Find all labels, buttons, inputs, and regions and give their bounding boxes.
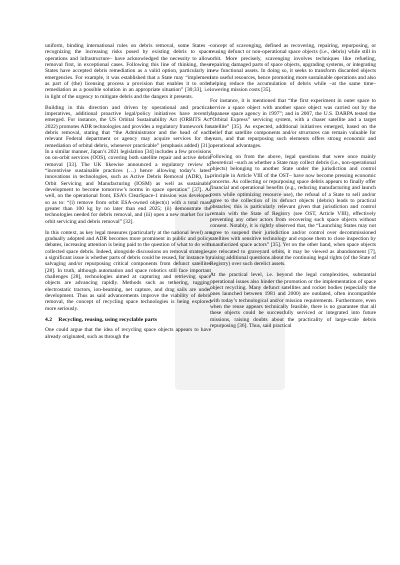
left-paragraph-3: In this context, as key legal measures (particularly at the national level) are gradually adopted and ADR becomes more prominent in public and policy debates, increasing attention is being paid to the question of what to do with collected space debris. Indeed, alongside discussions on removal strategies, a significant issue is whether parts of debris could be reused, for instance by salvaging and/or repurposing critical components from defunct satellites [28]. In truth, although automation and space robotics still face important challenges [28], technologies aimed at capturing and retrieving space objects are advancing rapidly. Methods such as tethering, tugging, electrostatic tractors, ion-beaming, net capture, and drag sails are under development. Thus as said advancements improve the viability of debris removal, the concept of recycling space technologies is being explored more seriously.	[45, 229, 211, 312]
section-number: 4.2	[45, 317, 52, 324]
right-column	[210, 43, 376, 334]
left-paragraph-4: One could argue that the idea of recycling space objects appears to have already originated, such as through the	[45, 327, 211, 340]
right-paragraph-3: Following on from the above, legal questions that were once mainly theoretical –such as whether a State may collect debris (i.e., non-operational objects) belonging to another State under the jurisdiction and control principle in Article VIII of the OST– have now become pressing economic concerns. As collecting or repurposing space debris appears to finally offer financial and operational benefits (e.g., reducing manufacturing and launch costs while optimizing resource use), the refusal of a State to sell and/or agree to the collection of its defunct objects (debris) leads to practical obstacles; this is particularly relevant given that jurisdiction and control remain with the State of Registry (see OST, Article VIII), effectively preventing any other actors from recovering such space objects without consent. Notably, it is rightly observed that, the “Launching States may not agree to suspend their jurisdiction and/or control over decommissioned satellites with sensitive technology and expose them to close inspection by unauthorized space actors” [35]. Yet on the other hand, when space objects are relocated to graveyard orbits, it may be viewed as abandonment [7], raising additional questions about the continuing legal rights (of the State of Registry) over such derelict assets.	[210, 153, 376, 268]
section-title: Recycling, reusing, using recyclable parts	[58, 317, 158, 324]
right-paragraph-1: concept of scavenging, defined as recovering, repairing, repurposing, or reusing defunct or non-operational space objects (i.e., debris) while still in orbit. More precisely, scavenging involves techniques like refueling, repairing damaged parts of space objects, upgrading systems, or integrating new functional assets. In doing so, it seeks to transform discarded objects into useful resources, hence promoting more sustainable operations and also helping reduce the accumulation of debris while –at the same time– lowering mission costs [35].	[210, 43, 376, 94]
right-paragraph-2: For instance, it is mentioned that “the first experiment in outer space to service a space object with another space object was carried out by the Japanese space agency in 1997”; and in 2007, the U.S. DARPA tested the “Orbital Express” servicing system, with a chaser satellite and a target satellite” [35]. As expected, additional initiatives emerged, based on the belief that satellite components and/or structures can remain valuable for years, and that repurposing such elements offers strong economic and operational advantages.	[210, 98, 376, 149]
left-column	[45, 43, 211, 345]
right-paragraph-4: At the practical level, i.e. beyond the legal complexities, substantial operational issues also hinder the promotion or the implementation of space object recycling. Many defunct satellites and rocket bodies (especially the ones launched between 1981 and 2000) are outdated, often incompatible with today’s technological and/or mission requirements. Furthermore, even when the reuse appears technically feasible, there is no guarantee that all these objects could be successfully serviced or integrated into future missions, raising doubts about the practicality of large-scale debris repurposing [36]. Thus, said practical	[210, 272, 376, 329]
left-paragraph-2: Building in this direction and driven by operational and practical imperatives, additional proactive legal/policy initiatives have recently emerged. For instance, the US Orbital Sustainability Act (ORBITS Act 2022) promotes ADR technologies and provides a regulatory framework for debris removal, stating that “the Administrator and the head of each relevant Federal department or agency may acquire services for the remediation of orbital debris, whenever practicable” (emphasis added) [31]. In a similar manner, Japan’s 2021 legislation [34] includes a few provisions on on-orbit services (OOS), covering both satellite repair and active debris removal [33]. The UK likewise announced a regulatory review to “incentivise sustainable practices (…) hence allowing today’s latest innovations in technologies, such as Active Debris Removal (ADR), In-Orbit Servicing and Manufacturing (IOSM) as well as sustainable development to become tomorrow’s norms in space operation” [37]. As well, on the operational front, ESA’s ClearSpace-1 mission was developed so as to: “(i) remove from orbit ESA-owned object(s) with a total mass greater than 100 kg by no later than end 2025; (ii) demonstrate the technologies needed for debris removal, and (iii) open a new market for in-orbit servicing and debris removal” [32].	[45, 104, 211, 225]
section-heading	[45, 317, 211, 323]
left-paragraph-1: uniform, binding international rules on debris removal, some States –recognizing the increasing risks posed by existing debris to space operations and infrastructure– have acknowledged the necessity to allow removal first, in exceptional cases. Following this line of thinking, these States have accepted debris remediation as a valid option, particularly in emergencies. For example, it was established that a State may “implement as part of (the) licensing process a provision that enables it to order remediation as a possible solution in an appropriate situation” [30;33], i.e. in light of the urgency to mitigate debris and the dangers it presents.	[45, 43, 211, 100]
